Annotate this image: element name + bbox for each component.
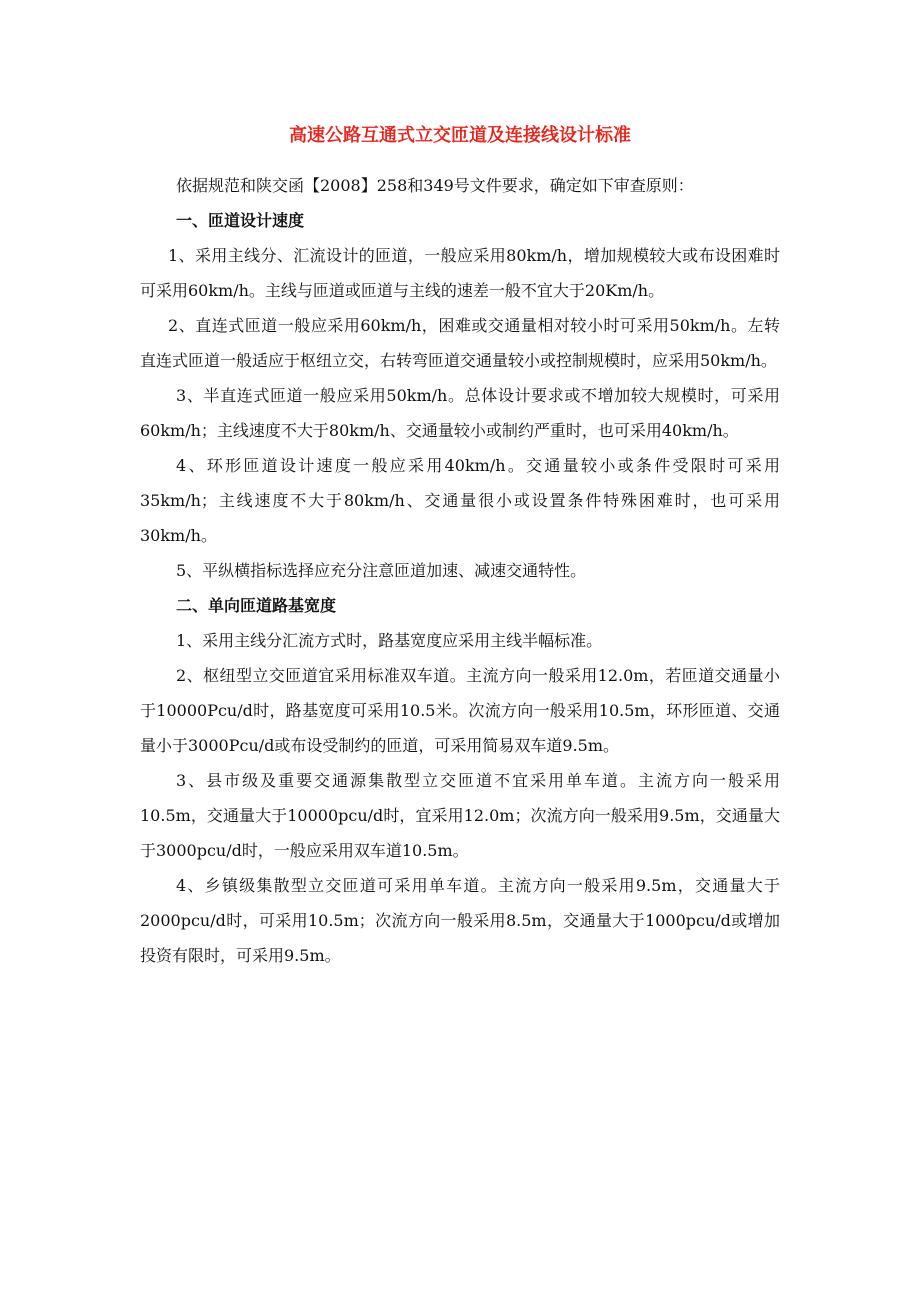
paragraph: 1、采用主线分、汇流设计的匝道，一般应采用80km/h，增加规模较大或布设困难时可采用60km/h。主线与匝道或匝道与主线的速差一般不宜大于20Km/h。: [140, 246, 780, 300]
paragraph: 2、直连式匝道一般应采用60km/h，困难或交通量相对较小时可采用50km/h。左转直连式匝道一般适应于枢纽立交，右转弯匝道交通量较小或控制规模时，应采用50km/h。: [140, 316, 780, 370]
paragraph: 4、环形匝道设计速度一般应采用40km/h。交通量较小或条件受限时可采用35km/h；主线速度不大于80km/h、交通量很小或设置条件特殊困难时，也可采用30km/h。: [140, 456, 780, 545]
paragraph: 1、采用主线分汇流方式时，路基宽度应采用主线半幅标准。: [176, 631, 603, 650]
section-heading-subgrade-width: 二、单向匝道路基宽度: [176, 596, 337, 615]
intro-paragraph: 依据规范和陕交函【2008】258和349号文件要求，确定如下审查原则：: [176, 176, 694, 195]
document-body: [140, 168, 780, 973]
paragraph: 5、平纵横指标选择应充分注意匝道加速、减速交通特性。: [176, 561, 587, 580]
document-title: 高速公路互通式立交匝道及连接线设计标准: [289, 125, 631, 146]
paragraph: 2、枢纽型立交匝道宜采用标准双车道。主流方向一般采用12.0m，若匝道交通量小于10000Pcu/d时，路基宽度可采用10.5米。次流方向一般采用10.5m，环形匝道、交通量小于3000Pcu/d或布设受制约的匝道，可采用简易双车道9.5m。: [140, 666, 780, 755]
paragraph: 3、县市级及重要交通源集散型立交匝道不宜采用单车道。主流方向一般采用10.5m，交通量大于10000pcu/d时，宜采用12.0m；次流方向一般采用9.5m，交通量大于3000pcu/d时，一般应采用双车道10.5m。: [140, 771, 780, 860]
paragraph: 3、半直连式匝道一般应采用50km/h。总体设计要求或不增加较大规模时，可采用60km/h；主线速度不大于80km/h、交通量较小或制约严重时，也可采用40km/h。: [140, 386, 780, 440]
section-heading-ramp-speed: 一、匝道设计速度: [176, 211, 305, 230]
paragraph: 4、乡镇级集散型立交匝道可采用单车道。主流方向一般采用9.5m，交通量大于2000pcu/d时，可采用10.5m；次流方向一般采用8.5m，交通量大于1000pcu/d或增加投资有限时，可采用9.5m。: [140, 876, 780, 965]
